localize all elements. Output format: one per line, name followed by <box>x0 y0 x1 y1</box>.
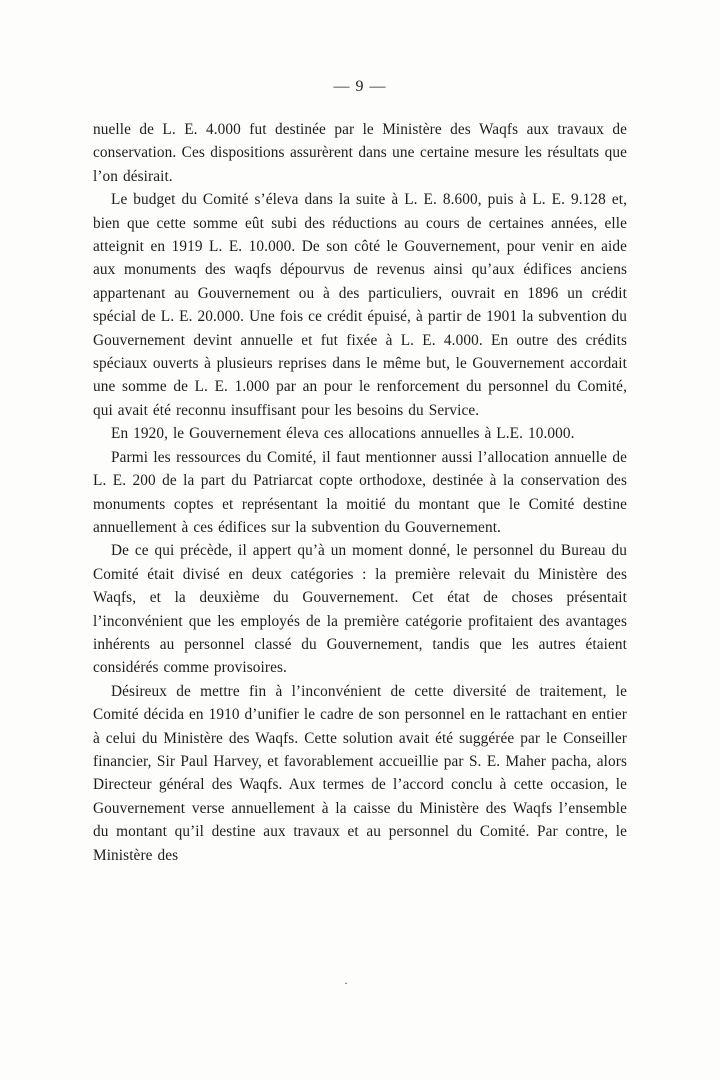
paragraph-allocations-1920: En 1920, le Gouvernement éleva ces allocations annuelles à L.E. 10.000. <box>111 425 575 443</box>
paragraph-unification-1910: Désireux de mettre fin à l’inconvénient de cette diversité de traitement, le Comité décida en 1910 d’unifier le cadre de son personnel en le rattachant en entier à celui du Ministère des Waqfs. Cette solution avait été suggérée par le Conseiller financier, Sir Paul Harvey, et favorablement accueillie par S. E. Maher pacha, alors Directeur général des Waqfs. Aux termes de l’accord conclu à cette occasion, le Gouvernement verse annuellement à la caisse du Ministère des Waqfs l’ensemble du montant qu’il destine aux travaux et au personnel du Comité. Par contre, le Ministère des <box>93 682 627 864</box>
paragraph-budget: Le budget du Comité s’éleva dans la suite à L. E. 8.600, puis à L. E. 9.128 et, bien que cette somme eût subi des réductions au cours de certaines années, elle atteignit en 1919 L. E. 10.000. De son côté le Gouvernement, pour venir en aide aux monuments des waqfs dépourvus de revenus ainsi qu’aux édifices anciens appartenant au Gouvernement ou à des particuliers, ouvrait en 1896 un crédit spécial de L. E. 20.000. Une fois ce crédit épuisé, à partir de 1901 la subvention du Gouvernement devint annuelle et fut fixée à L. E. 4.000. En outre des crédits spéciaux ouverts à plusieurs reprises dans le même but, le Gouvernement accordait une somme de L. E. 1.000 par an pour le renforcement du personnel du Comité, qui avait été reconnu insuffisant pour les besoins du Service. <box>93 191 627 419</box>
paragraph-categories-personnel: De ce qui précède, il appert qu’à un moment donné, le personnel du Bureau du Comité était divisé en deux catégories : la première relevait du Ministère des Waqfs, et la deuxième du Gouvernement. Cet état de choses présentait l’inconvénient que les employés de la première catégorie profitaient des avantages inhérents au personnel classé du Gouvernement, tandis que les autres étaient considérés comme provisoires. <box>93 542 627 677</box>
text-block <box>93 118 627 867</box>
paragraph-patriarcat: Parmi les ressources du Comité, il faut mentionner aussi l’allocation annuelle de L. E. 200 de la part du Patriarcat copte orthodoxe, destinée à la conservation des monuments coptes et représentant la moitié du montant que le Comité destine annuellement à ces édifices sur la subvention du Gouvernement. <box>93 448 627 536</box>
paragraph-continuation: nuelle de L. E. 4.000 fut destinée par le Ministère des Waqfs aux travaux de conservation. Ces dispositions assurèrent dans une certaine mesure les résultats que l’on désirait. <box>93 121 627 185</box>
printer-artifact-dot: · <box>344 976 348 990</box>
page-number: — 9 — <box>333 78 387 95</box>
